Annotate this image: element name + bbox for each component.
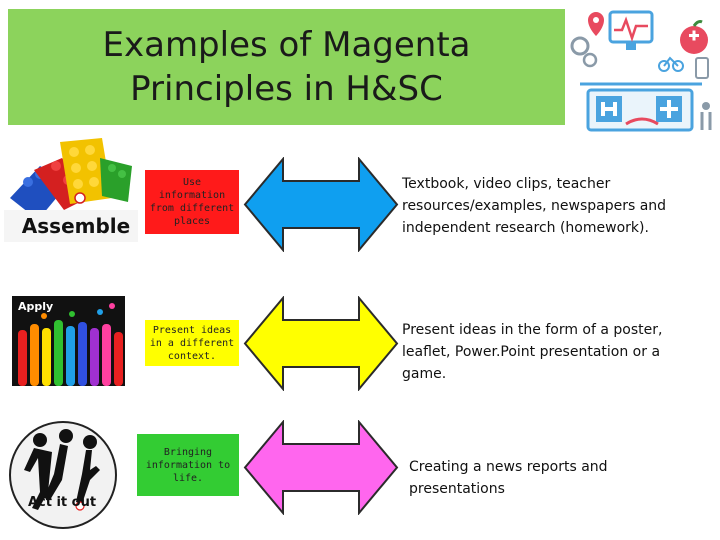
dancers-icon	[6, 420, 120, 530]
principle-text: Use information from different places	[149, 177, 235, 227]
title-line-1: Examples of Magenta	[102, 25, 471, 65]
act-it-out-label: Act it out	[27, 495, 97, 510]
lego-bricks-icon	[4, 136, 138, 242]
example-description-3: Creating a news reports and presentations	[409, 459, 608, 497]
principle-text: Bringing information to life.	[145, 446, 231, 484]
assemble-label: Assemble	[21, 214, 131, 238]
double-arrow-magenta	[243, 420, 399, 515]
double-arrow-yellow	[243, 296, 399, 391]
apply-label: Apply	[18, 300, 54, 313]
principle-box-present-ideas	[145, 320, 239, 366]
example-description-2: Present ideas in the form of a poster, leaflet, Power.Point presentation or a game.	[402, 322, 663, 382]
slide-title	[103, 23, 471, 111]
principle-box-bringing-information	[137, 434, 239, 496]
title-banner	[8, 9, 565, 125]
principle-text: Present ideas in a different context.	[149, 324, 235, 362]
principle-box-use-information	[145, 170, 239, 234]
example-description-1: Textbook, video clips, teacher resources/examples, newspapers and independent research (homework).	[402, 176, 667, 236]
raised-hands-icon	[12, 296, 125, 386]
title-line-2: Principles in H&SC	[130, 69, 443, 109]
double-arrow-blue	[243, 157, 399, 252]
health-care-icon	[566, 6, 716, 138]
